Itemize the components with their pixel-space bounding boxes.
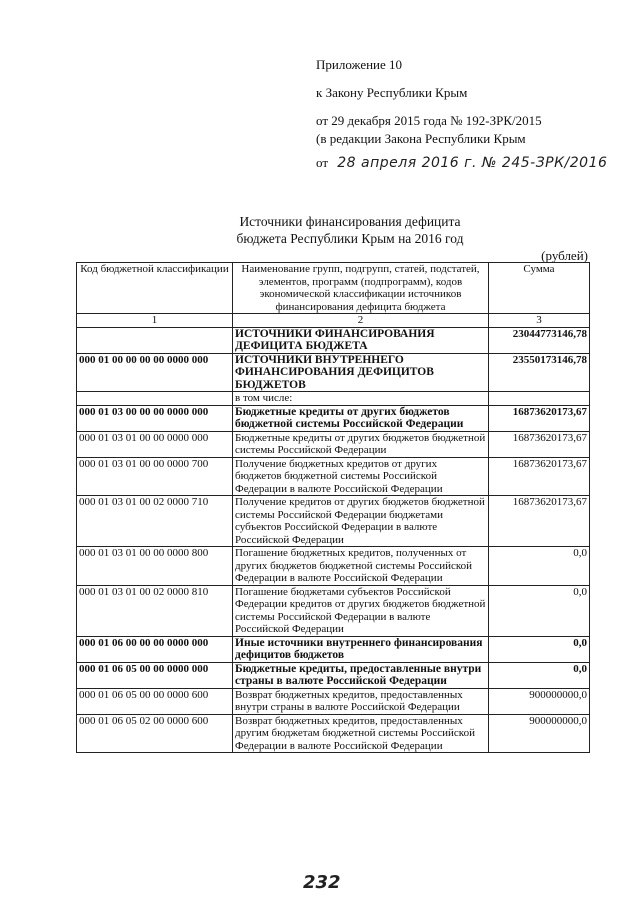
code-cell: 000 01 03 01 00 02 0000 810: [77, 585, 233, 636]
sum-cell: 23044773146,78: [489, 327, 590, 353]
code-cell: 000 01 06 05 02 00 0000 600: [77, 714, 233, 753]
revision-date-prefix: от: [316, 155, 329, 170]
sum-cell: 900000000,0: [489, 688, 590, 714]
sum-cell: 0,0: [489, 636, 590, 662]
name-cell: Получение бюджетных кредитов от других бюджетов бюджетной системы Российской Федерации в валюте Российской Федерации: [233, 457, 489, 496]
table-row: [77, 392, 590, 406]
code-cell: 000 01 06 00 00 00 0000 000: [77, 636, 233, 662]
name-cell: Бюджетные кредиты от других бюджетов бюджетной системы Российской Федерации: [233, 405, 489, 431]
name-cell: ИСТОЧНИКИ ВНУТРЕННЕГО ФИНАНСИРОВАНИЯ ДЕФИЦИТОВ БЮДЖЕТОВ: [233, 353, 489, 392]
header-code: Код бюджетной классификации: [77, 263, 233, 314]
table-row: [77, 353, 590, 392]
currency-unit: (рублей): [541, 248, 588, 263]
revision-note: (в редакции Закона Республики Крым: [316, 131, 526, 146]
name-cell: в том числе:: [233, 392, 489, 406]
column-number: 1: [77, 314, 233, 328]
column-number: 2: [233, 314, 489, 328]
table-row: [77, 431, 590, 457]
table-row: [77, 662, 590, 688]
law-reference: к Закону Республики Крым: [316, 85, 468, 100]
sum-cell: 16873620173,67: [489, 457, 590, 496]
law-date: от 29 декабря 2015 года № 192-ЗРК/2015: [316, 113, 542, 128]
header-name: Наименование групп, подгрупп, статей, подстатей, элементов, программ (подпрограмм), кодов экономической классификации источников финансирования дефицита бюджета: [233, 263, 489, 314]
revision-date-line: [316, 154, 626, 172]
appendix-header: [316, 56, 626, 172]
title-line-1: Источники финансирования дефицита: [239, 214, 461, 229]
code-cell: 000 01 06 05 00 00 0000 600: [77, 688, 233, 714]
table-row: [77, 688, 590, 714]
table-row: [77, 547, 590, 586]
sum-cell: [489, 392, 590, 406]
name-cell: Бюджетные кредиты, предоставленные внутри страны в валюте Российской Федерации: [233, 662, 489, 688]
name-cell: Погашение бюджетами субъектов Российской Федерации кредитов от других бюджетов бюджетной системы Российской Федерации в валюте Российской Федерации: [233, 585, 489, 636]
name-cell: Иные источники внутреннего финансирования дефицитов бюджетов: [233, 636, 489, 662]
sum-cell: 16873620173,67: [489, 431, 590, 457]
sum-cell: 0,0: [489, 662, 590, 688]
table-row: [77, 457, 590, 496]
code-cell: 000 01 03 01 00 02 0000 710: [77, 496, 233, 547]
appendix-number: Приложение 10: [316, 57, 403, 72]
handwritten-revision-date: 28 апреля 2016 г. № 245-ЗРК/2016: [337, 155, 608, 171]
code-cell: [77, 392, 233, 406]
name-cell: Погашение бюджетных кредитов, полученных от других бюджетов бюджетной системы Российской Федерации в валюте Российской Федерации: [233, 547, 489, 586]
sum-cell: 900000000,0: [489, 714, 590, 753]
name-cell: Бюджетные кредиты от других бюджетов бюджетной системы Российской Федерации: [233, 431, 489, 457]
title-line-2: бюджета Республики Крым на 2016 год: [236, 231, 464, 246]
name-cell: Получение кредитов от других бюджетов бюджетной системы Российской Федерации бюджетами субъектов Российской Федерации в валюте Российской Федерации: [233, 496, 489, 547]
financing-sources-table: [76, 262, 590, 753]
table-body: [77, 327, 590, 753]
sum-cell: 0,0: [489, 585, 590, 636]
sum-cell: 16873620173,67: [489, 496, 590, 547]
code-cell: 000 01 03 00 00 00 0000 000: [77, 405, 233, 431]
code-cell: [77, 327, 233, 353]
table-row: [77, 636, 590, 662]
name-cell: Возврат бюджетных кредитов, предоставленных внутри страны в валюте Российской Федерации: [233, 688, 489, 714]
name-cell: ИСТОЧНИКИ ФИНАНСИРОВАНИЯ ДЕФИЦИТА БЮДЖЕТА: [233, 327, 489, 353]
table-row: [77, 496, 590, 547]
sum-cell: 16873620173,67: [489, 405, 590, 431]
table-row: [77, 405, 590, 431]
column-number-row: [77, 314, 590, 328]
column-number: 3: [489, 314, 590, 328]
sum-cell: 0,0: [489, 547, 590, 586]
table-row: [77, 327, 590, 353]
table-header-row: [77, 263, 590, 314]
code-cell: 000 01 03 01 00 00 0000 800: [77, 547, 233, 586]
code-cell: 000 01 00 00 00 00 0000 000: [77, 353, 233, 392]
page-number: 232: [303, 872, 341, 893]
name-cell: Возврат бюджетных кредитов, предоставленных другим бюджетам бюджетной системы Российской Федерации в валюте Российской Федерации: [233, 714, 489, 753]
code-cell: 000 01 06 05 00 00 0000 000: [77, 662, 233, 688]
sum-cell: 23550173146,78: [489, 353, 590, 392]
table-row: [77, 585, 590, 636]
header-sum: Сумма: [489, 263, 590, 314]
table-row: [77, 714, 590, 753]
code-cell: 000 01 03 01 00 00 0000 000: [77, 431, 233, 457]
document-title: [150, 213, 550, 247]
code-cell: 000 01 03 01 00 00 0000 700: [77, 457, 233, 496]
